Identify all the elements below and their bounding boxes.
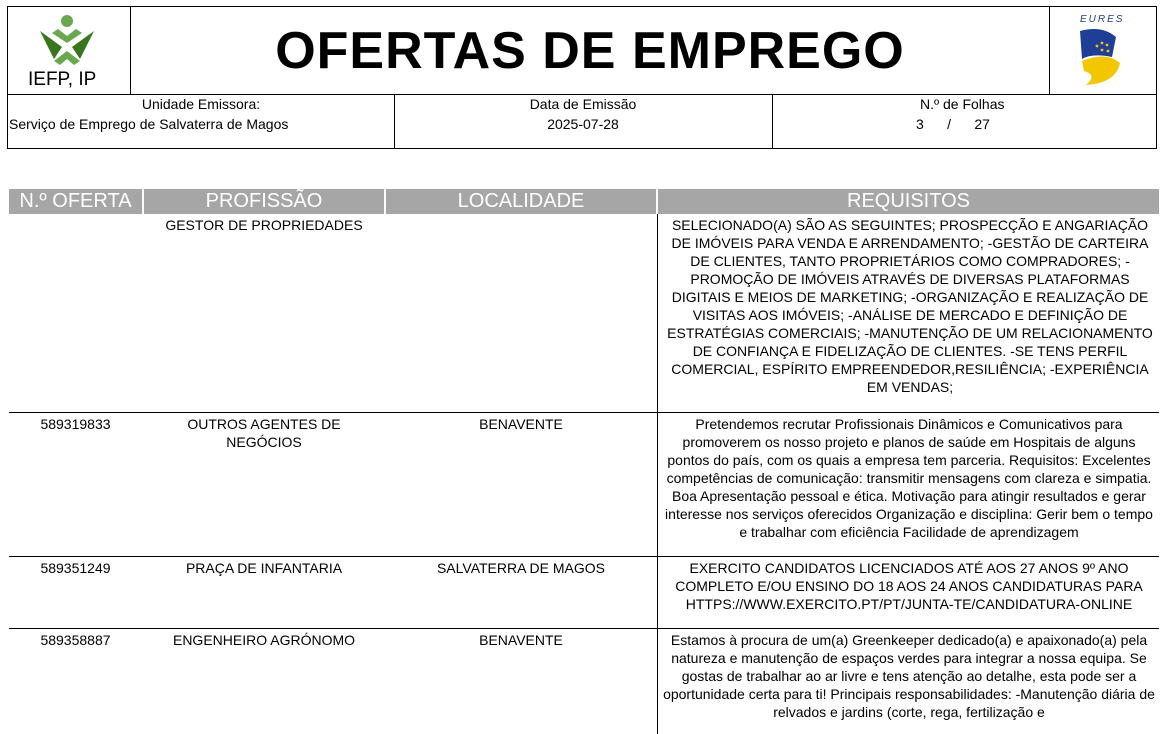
sheets-value: 3 / 27 (916, 116, 990, 132)
profession: PRAÇA DE INFANTARIA (185, 560, 343, 576)
sheets-label: N.º de Folhas (920, 96, 1005, 112)
document-header (7, 6, 1157, 95)
profession: OUTROS AGENTES DE NEGÓCIOS (187, 416, 341, 450)
issue-info (7, 94, 1157, 149)
issuing-unit-cell (8, 94, 395, 148)
offer-number: 589351249 (40, 560, 111, 576)
eures-logo-icon (1072, 27, 1128, 89)
locality: SALVATERRA DE MAGOS (436, 560, 606, 576)
issue-date-cell (394, 94, 773, 148)
table-row (9, 413, 1159, 557)
table-row (9, 214, 1159, 413)
issuing-unit-label: Unidade Emissora: (141, 96, 261, 112)
table-row (9, 557, 1159, 629)
profession: GESTOR DE PROPRIEDADES (165, 217, 363, 233)
offer-number: 589358887 (40, 632, 111, 648)
requirements: Pretendemos recrutar Profissionais Dinâmicos e Comunicativos para promoverem os nosso projeto e planos de saúde em Hospitais de alguns pontos do país, com os quais a empresa tem parceria. Requisitos: Excelentes competências de comunicação: transmitir mensagens com clareza e simpatia. Boa Apresentação pessoal e ética. Motivação para atingir resultados e gerar interesse nos serviços oferecidos Organização e disciplina: Gerir bem o tempo e trabalhar com eficiência Facilidade de aprendizagem (665, 416, 1153, 540)
iefp-logo-icon (32, 13, 102, 69)
requirements: SELECIONADO(A) SÃO AS SEGUINTES; PROSPECÇÃO E ANGARIAÇÃO DE IMÓVEIS PARA VENDA E ARRENDAMENTO; -GESTÃO DE CARTEIRA DE CLIENTES, TANTO PROPRIETÁRIOS COMO COMPRADORES; -PROMOÇÃO DE IMÓVEIS ATRAVÉS DE DIVERSAS PLATAFORMAS DIGITAIS E MEIOS DE MARKETING; -ORGANIZAÇÃO E REALIZAÇÃO DE VISITAS AOS IMÓVEIS; -ANÁLISE DE MERCADO E DEFINIÇÃO DE ESTRATÉGIAS COMERCIAIS; -MANUTENÇÃO DE UM RELACIONAMENTO DE CONFIANÇA E FIDELIZAÇÃO DE CLIENTES. -SE TENS PERFIL COMERCIAL, ESPÍRITO EMPREENDEDOR,RESILIÊNCIA; -EXPERIÊNCIA EM VENDAS; (667, 217, 1153, 395)
requirements: Estamos à procura de um(a) Greenkeeper dedicado(a) e apaixonado(a) pela natureza e manutenção de espaços verdes para integrar a nossa equipa. Se gostas de trabalhar ao ar livre e tens atenção ao detalhe, esta pode ser a oportunidade certa para ti! Principais responsabilidades: -Manutenção diária de relvados e jardins (corte, rega, fertilização e (663, 632, 1155, 720)
column-header-locality: LOCALIDADE (386, 189, 656, 214)
requirements: EXERCITO CANDIDATOS LICENCIADOS ATÉ AOS 27 ANOS 9º ANO COMPLETO E/OU ENSINO DO 18 AOS 24 ANOS CANDIDATURAS PARA HTTPS://WWW.EXERCITO.PT/PT/JUNTA-TE/CANDIDATURA-ONLINE (675, 560, 1143, 612)
offer-number: 589319833 (40, 416, 111, 432)
issue-date-value: 2025-07-28 (547, 116, 619, 132)
locality: BENAVENTE (479, 416, 563, 432)
column-header-requirements: REQUISITOS (658, 189, 1159, 214)
iefp-logo (8, 7, 131, 94)
page-title: OFERTAS DE EMPREGO (275, 21, 905, 80)
iefp-logo-text: IEFP, IP (28, 69, 97, 90)
column-header-profession: PROFISSÃO (144, 189, 384, 214)
issuing-unit-value: Serviço de Emprego de Salvaterra de Magos (9, 116, 289, 132)
sheets-cell (772, 94, 1156, 148)
locality: BENAVENTE (479, 632, 563, 648)
eures-logo (1049, 7, 1156, 94)
eures-logo-text: EURES (1080, 14, 1125, 25)
profession: ENGENHEIRO AGRÓNOMO (172, 632, 356, 648)
table-row (9, 629, 1159, 725)
column-header-offer-number: N.º OFERTA (9, 189, 142, 214)
issue-date-label: Data de Emissão (529, 96, 637, 112)
